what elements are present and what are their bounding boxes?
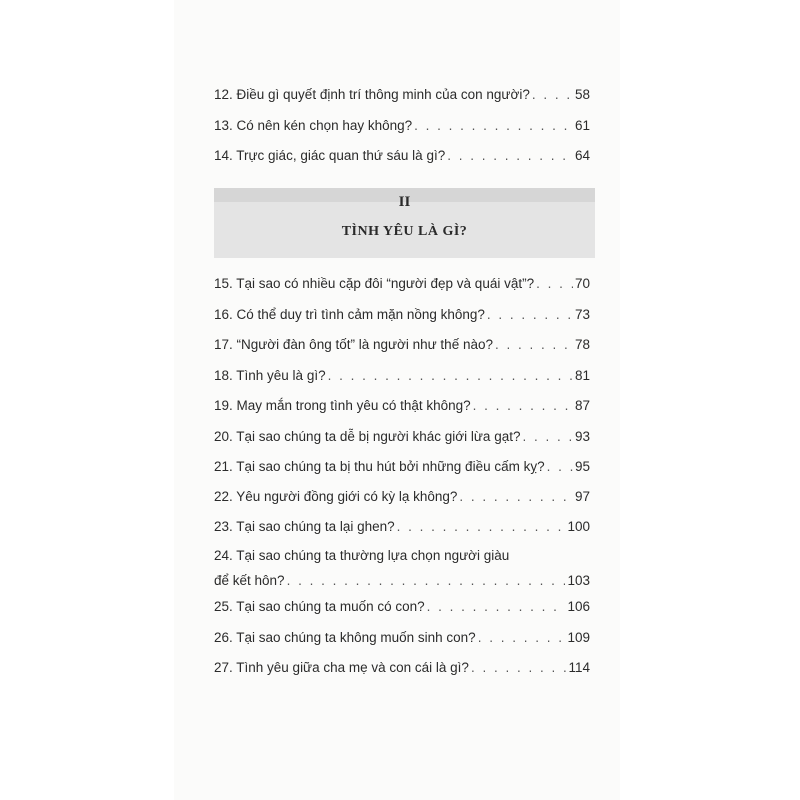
toc-entry-19 (214, 395, 590, 417)
toc-entry-title: 21. Tại sao chúng ta bị thu hút bởi những điều cấm kỵ? (214, 459, 545, 474)
toc-entry-13 (214, 115, 590, 137)
dot-leader (495, 334, 573, 356)
toc-page-number: 70 (574, 276, 590, 291)
dot-leader (328, 365, 573, 387)
toc-page-number: 103 (567, 573, 590, 588)
toc-page-number: 109 (567, 630, 590, 645)
dot-leader (532, 84, 573, 106)
toc-page-number: 106 (567, 599, 590, 614)
toc-entry-title: 15. Tại sao có nhiều cặp đôi “người đẹp và quái vật”? (214, 276, 535, 291)
toc-page-number: 100 (567, 519, 590, 534)
toc-entry-title: 22. Yêu người đồng giới có kỳ lạ không? (214, 489, 458, 504)
toc-entry-21 (214, 456, 590, 478)
toc-entry-14 (214, 145, 590, 167)
dot-leader (487, 304, 573, 326)
dot-leader (287, 570, 566, 592)
toc-entry-27 (214, 657, 590, 679)
toc-entry-title-continued: để kết hôn? (214, 573, 285, 588)
toc-entry-16 (214, 304, 590, 326)
toc-page-number: 97 (574, 489, 590, 504)
toc-entry-title: 27. Tình yêu giữa cha mẹ và con cái là gì? (214, 660, 469, 675)
toc-entry-26 (214, 627, 590, 649)
dot-leader (397, 516, 566, 538)
toc-entry-17 (214, 334, 590, 356)
toc-page-number: 64 (574, 148, 590, 163)
toc-entry-title: 19. May mắn trong tình yêu có thật không? (214, 398, 471, 413)
toc-page-number: 95 (574, 459, 590, 474)
toc-entry-title: 17. “Người đàn ông tốt” là người như thế nào? (214, 337, 493, 352)
dot-leader (459, 486, 573, 508)
toc-entry-15 (214, 273, 590, 295)
dot-leader (478, 627, 566, 649)
dot-leader (547, 456, 573, 478)
toc-entry-title: 20. Tại sao chúng ta dễ bị người khác giới lừa gạt? (214, 429, 521, 444)
toc-entry-title: 16. Có thể duy trì tình cảm mặn nồng không? (214, 307, 485, 322)
toc-entry-title: 12. Điều gì quyết định trí thông minh của con người? (214, 87, 530, 102)
toc-entry-24 (214, 545, 590, 592)
toc-entry-23 (214, 516, 590, 538)
section-heading: TÌNH YÊU LÀ GÌ? (341, 224, 468, 239)
section-numeral: II (398, 194, 411, 210)
toc-entry-22 (214, 486, 590, 508)
toc-entry-25 (214, 596, 590, 618)
toc-page-number: 61 (574, 118, 590, 133)
toc-entry-title: 14. Trực giác, giác quan thứ sáu là gì? (214, 148, 446, 163)
toc-entry-title: 24. Tại sao chúng ta thường lựa chọn người giàu (214, 548, 510, 563)
dot-leader (473, 395, 573, 417)
toc-entry-12 (214, 84, 590, 106)
toc-entry-title: 26. Tại sao chúng ta không muốn sinh con? (214, 630, 476, 645)
dot-leader (447, 145, 573, 167)
toc-page-number: 93 (574, 429, 590, 444)
dot-leader (471, 657, 567, 679)
toc-page-number: 114 (568, 660, 590, 675)
toc-entry-18 (214, 365, 590, 387)
dot-leader (414, 115, 573, 137)
toc-page-number: 78 (574, 337, 590, 352)
toc-page-number: 73 (574, 307, 590, 322)
toc-entry-20 (214, 426, 590, 448)
toc-page-number: 58 (574, 87, 590, 102)
toc-entry-title: 25. Tại sao chúng ta muốn có con? (214, 599, 425, 614)
toc-entry-title: 23. Tại sao chúng ta lại ghen? (214, 519, 395, 534)
section-header (214, 188, 595, 258)
dot-leader (522, 426, 573, 448)
toc-entry-title: 18. Tình yêu là gì? (214, 368, 326, 383)
dot-leader (427, 596, 566, 618)
dot-leader (536, 273, 573, 295)
toc-page-number: 81 (574, 368, 590, 383)
toc-page-number: 87 (574, 398, 590, 413)
book-page (174, 0, 620, 800)
toc-entry-title: 13. Có nên kén chọn hay không? (214, 118, 413, 133)
